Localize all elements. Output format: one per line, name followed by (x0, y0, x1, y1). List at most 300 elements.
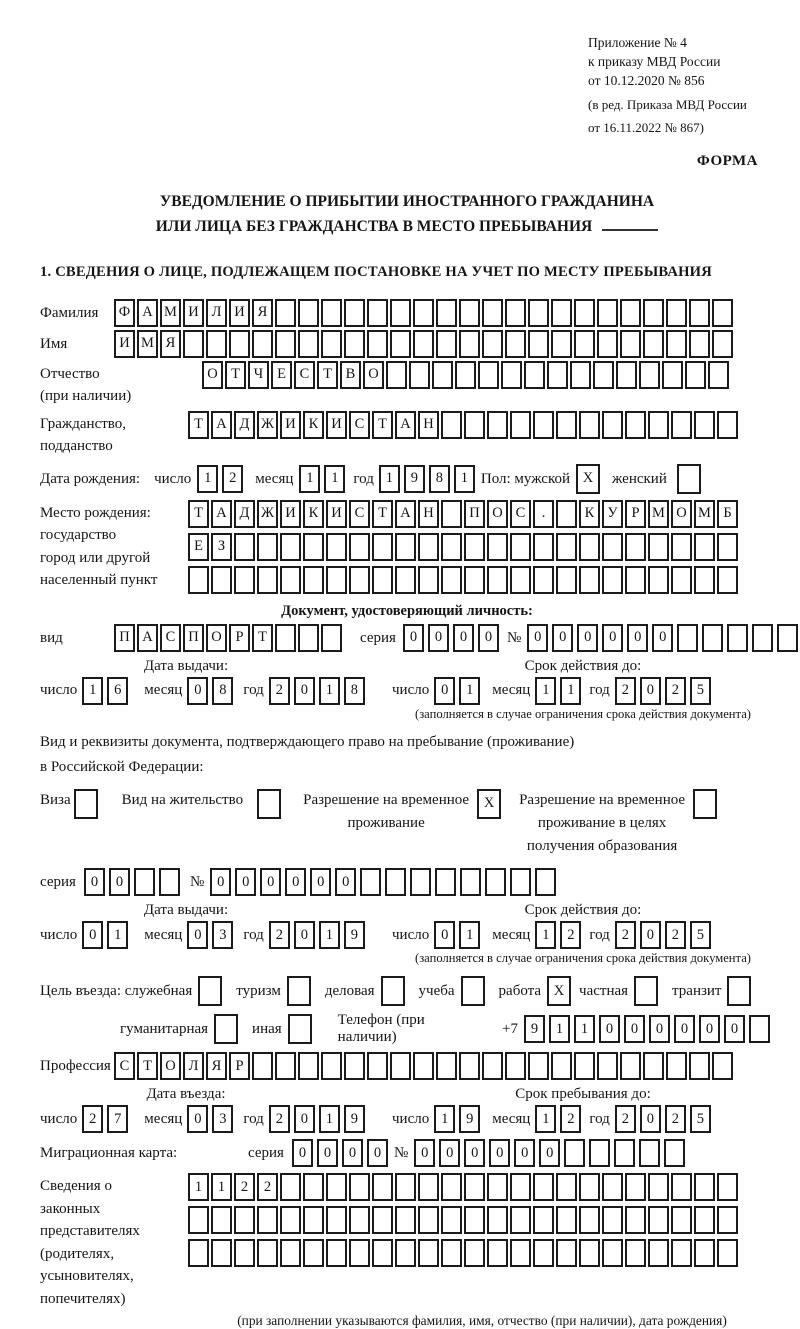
form-cell: 0 (652, 624, 673, 652)
form-cell: 0 (724, 1015, 745, 1043)
option-residence-permit-label: Вид на жительство (121, 791, 244, 808)
form-cell (478, 361, 499, 389)
form-cell (556, 1239, 577, 1267)
form-cell (643, 1052, 664, 1080)
form-cell (694, 533, 715, 561)
doc-series-boxes[interactable] (403, 624, 503, 652)
form-cell: 1 (535, 677, 556, 705)
sex-female-checkbox[interactable] (677, 464, 703, 494)
form-cell (257, 789, 281, 819)
form-cell (510, 868, 531, 896)
profession-row (40, 1052, 774, 1080)
form-cell (505, 330, 526, 358)
form-cell: М (137, 330, 158, 358)
form-cell (436, 330, 457, 358)
birth-place-boxes (188, 500, 740, 599)
birth-place-label-line2: государство (40, 527, 117, 544)
form-cell (441, 1173, 462, 1201)
option-visa (40, 789, 100, 819)
form-cell: Б (717, 500, 738, 528)
form-cell (188, 566, 209, 594)
form-cell (666, 1052, 687, 1080)
form-cell: 0 (640, 1105, 661, 1133)
doc-valid-month[interactable] (535, 677, 585, 705)
form-cell: Е (271, 361, 292, 389)
form-cell (717, 1239, 738, 1267)
form-cell (487, 1206, 508, 1234)
stay-day[interactable] (434, 1105, 484, 1133)
form-cell: К (303, 411, 324, 439)
birth-place-boxes-row1[interactable] (188, 500, 740, 528)
form-cell (367, 299, 388, 327)
form-cell (211, 566, 232, 594)
form-cell (634, 976, 658, 1006)
form-cell: 2 (560, 921, 581, 949)
form-cell: 0 (294, 921, 315, 949)
purpose-study-checkbox[interactable] (461, 976, 487, 1006)
form-cell (395, 566, 416, 594)
form-cell (533, 411, 554, 439)
form-cell: 1 (299, 465, 320, 493)
form-cell: 0 (428, 624, 449, 652)
form-cell (620, 299, 641, 327)
form-cell: И (326, 411, 347, 439)
legal-reps-boxes-row1[interactable] (188, 1173, 740, 1201)
form-cell: С (510, 500, 531, 528)
form-cell: 1 (459, 921, 480, 949)
form-cell (510, 411, 531, 439)
sex-male-checkbox[interactable] (576, 464, 602, 494)
form-cell (372, 566, 393, 594)
form-cell: У (602, 500, 623, 528)
form-cell (372, 533, 393, 561)
form-cell (436, 299, 457, 327)
form-cell: 0 (82, 921, 103, 949)
phone-boxes[interactable] (524, 1015, 774, 1043)
purpose-other-checkbox[interactable] (288, 1014, 314, 1044)
form-cell: 1 (319, 1105, 340, 1133)
form-cell: X (477, 789, 501, 819)
option-residence-permit (122, 789, 283, 819)
form-cell: 7 (107, 1105, 128, 1133)
purpose-work-checkbox[interactable] (547, 976, 573, 1006)
citizenship-label-line2: подданство (40, 438, 113, 455)
legal-reps-boxes-row3[interactable] (188, 1239, 740, 1267)
form-cell (464, 1173, 485, 1201)
form-cell: 0 (602, 624, 623, 652)
form-cell (418, 1173, 439, 1201)
form-cell: 1 (324, 465, 345, 493)
form-cell (303, 1206, 324, 1234)
form-cell (183, 330, 204, 358)
annex-line: от 10.12.2020 № 856 (588, 72, 705, 88)
citizenship-label (40, 411, 188, 458)
entry-month[interactable] (187, 1105, 237, 1133)
doc-issue-year[interactable] (269, 677, 369, 705)
number-label: № (393, 1145, 409, 1162)
birth-year-boxes[interactable] (379, 465, 479, 493)
form-cell: 3 (212, 921, 233, 949)
form-cell (620, 1052, 641, 1080)
residence-series-boxes[interactable] (84, 868, 184, 896)
form-label: ФОРМА (696, 153, 758, 170)
residence-doc-intro-line2: в Российской Федерации: (40, 759, 204, 776)
form-cell (385, 868, 406, 896)
first-name-boxes[interactable] (114, 330, 735, 358)
form-cell (326, 1173, 347, 1201)
form-cell (579, 1206, 600, 1234)
form-cell: 2 (665, 921, 686, 949)
form-cell (188, 1239, 209, 1267)
form-cell (639, 1139, 660, 1167)
form-cell (482, 330, 503, 358)
form-cell (671, 533, 692, 561)
form-cell (616, 361, 637, 389)
form-cell: 0 (210, 868, 231, 896)
migration-number-boxes[interactable] (414, 1139, 689, 1167)
entry-year[interactable] (269, 1105, 369, 1133)
form-cell (564, 1139, 585, 1167)
form-cell: Ж (257, 411, 278, 439)
form-cell (625, 411, 646, 439)
form-cell (602, 566, 623, 594)
form-cell (648, 1173, 669, 1201)
form-cell: 0 (187, 921, 208, 949)
doc-issue-month[interactable] (187, 677, 237, 705)
form-cell (556, 1206, 577, 1234)
form-cell: 2 (615, 921, 636, 949)
form-cell: 1 (434, 1105, 455, 1133)
form-cell (487, 533, 508, 561)
form-cell: 8 (212, 677, 233, 705)
form-cell (662, 361, 683, 389)
form-cell: Т (317, 361, 338, 389)
stay-until-head: Срок пребывания до: (515, 1086, 651, 1103)
form-cell: О (671, 500, 692, 528)
form-cell (547, 361, 568, 389)
residence-doc-series-row (40, 868, 774, 896)
month-label: месяц (492, 682, 531, 699)
form-cell (694, 1173, 715, 1201)
form-cell (693, 789, 717, 819)
form-cell: А (395, 411, 416, 439)
identity-doc-dates (40, 658, 774, 722)
option-temp-residence-checkbox[interactable] (477, 789, 503, 819)
form-cell (574, 330, 595, 358)
doc-series-label: серия (360, 629, 396, 646)
form-cell: 8 (344, 677, 365, 705)
form-cell: 0 (478, 624, 499, 652)
form-cell: 3 (212, 1105, 233, 1133)
doc-kind-boxes[interactable] (114, 624, 344, 652)
form-cell: И (183, 299, 204, 327)
form-cell (648, 566, 669, 594)
form-cell: Н (418, 500, 439, 528)
purpose-humanitarian-checkbox[interactable] (214, 1014, 240, 1044)
form-cell: 2 (82, 1105, 103, 1133)
form-cell (206, 330, 227, 358)
birth-place-label-line1: Место рождения: (40, 504, 151, 521)
patronymic-boxes[interactable] (202, 361, 731, 389)
legal-reps-label-line1: Сведения о (40, 1178, 112, 1195)
form-cell: 0 (260, 868, 281, 896)
form-cell: 1 (535, 1105, 556, 1133)
entry-day[interactable] (82, 1105, 132, 1133)
form-cell: О (206, 624, 227, 652)
option-temp-residence-education-checkbox[interactable] (693, 789, 719, 819)
phone-prefix: +7 (502, 1020, 518, 1037)
number-label: № (189, 874, 205, 891)
form-cell (579, 411, 600, 439)
residence-permit-options (40, 789, 774, 859)
form-cell (459, 330, 480, 358)
form-cell (381, 976, 405, 1006)
form-cell: 0 (649, 1015, 670, 1043)
form-cell (625, 566, 646, 594)
form-cell (602, 533, 623, 561)
option-temp-residence-education-line2: проживание в целях (537, 814, 667, 831)
form-cell (551, 299, 572, 327)
form-cell: Ч (248, 361, 269, 389)
doc-valid-year[interactable] (615, 677, 715, 705)
form-cell (435, 868, 456, 896)
option-visa-checkbox[interactable] (74, 789, 100, 819)
sex-female-label: женский (612, 470, 667, 487)
form-cell (134, 868, 155, 896)
form-cell: 5 (690, 1105, 711, 1133)
residence-issue-year[interactable] (269, 921, 369, 949)
entry-date-col (40, 1086, 392, 1133)
form-cell (752, 624, 773, 652)
surname-boxes[interactable] (114, 299, 735, 327)
purpose-business-checkbox[interactable] (381, 976, 407, 1006)
legal-reps-boxes (188, 1173, 740, 1272)
form-cell (326, 1239, 347, 1267)
form-cell (648, 1239, 669, 1267)
form-cell (510, 1173, 531, 1201)
form-cell: Т (225, 361, 246, 389)
month-label: месяц (144, 682, 183, 699)
form-cell (689, 330, 710, 358)
patronymic-label-line2: (при наличии) (40, 388, 132, 405)
form-cell (620, 330, 641, 358)
form-cell: Р (229, 624, 250, 652)
form-cell (211, 1206, 232, 1234)
form-cell (524, 361, 545, 389)
citizenship-boxes[interactable] (188, 411, 740, 439)
birth-day-boxes[interactable] (197, 465, 247, 493)
form-cell: 0 (187, 677, 208, 705)
birth-month-boxes[interactable] (299, 465, 349, 493)
form-cell: 2 (269, 1105, 290, 1133)
residence-valid-month[interactable] (535, 921, 585, 949)
form-cell: Р (229, 1052, 250, 1080)
form-cell (303, 1173, 324, 1201)
form-cell (510, 1239, 531, 1267)
identity-doc-heading: Документ, удостоверяющий личность: (281, 602, 533, 619)
option-temp-residence-education-line1: Разрешение на временное (519, 791, 686, 808)
month-label: месяц (144, 1110, 183, 1127)
form-cell: 9 (524, 1015, 545, 1043)
birth-place-boxes-row2[interactable] (188, 533, 740, 561)
form-cell (257, 566, 278, 594)
form-cell (510, 533, 531, 561)
form-cell: П (183, 624, 204, 652)
legal-reps-boxes-row2[interactable] (188, 1206, 740, 1234)
form-cell (211, 1239, 232, 1267)
purpose-private-checkbox[interactable] (634, 976, 660, 1006)
purpose-transit-checkbox[interactable] (727, 976, 753, 1006)
month-label: месяц (492, 926, 531, 943)
form-cell: Л (206, 299, 227, 327)
form-cell (461, 976, 485, 1006)
purpose-other-label: иная (252, 1020, 282, 1037)
form-cell: 2 (269, 677, 290, 705)
form-cell (321, 330, 342, 358)
doc-issue-col (40, 658, 392, 722)
edition-line: от 16.11.2022 № 867) (588, 119, 705, 135)
form-cell: 0 (699, 1015, 720, 1043)
annex-line: к приказу МВД России (588, 53, 721, 69)
residence-valid-day[interactable] (434, 921, 484, 949)
form-cell: 0 (109, 868, 130, 896)
form-cell: 0 (514, 1139, 535, 1167)
form-cell: 2 (665, 677, 686, 705)
form-cell (390, 330, 411, 358)
birth-place-boxes-row3[interactable] (188, 566, 740, 594)
form-cell: Т (188, 411, 209, 439)
form-cell: А (137, 299, 158, 327)
series-label: серия (248, 1145, 284, 1162)
form-cell (360, 868, 381, 896)
doc-number-boxes[interactable] (527, 624, 800, 652)
form-cell (464, 1239, 485, 1267)
stay-month[interactable] (535, 1105, 585, 1133)
form-cell (303, 533, 324, 561)
form-cell: 1 (107, 921, 128, 949)
form-cell: С (349, 500, 370, 528)
purpose-official-checkbox[interactable] (198, 976, 224, 1006)
purpose-tourism-checkbox[interactable] (287, 976, 313, 1006)
form-cell: 0 (527, 624, 548, 652)
form-cell (689, 299, 710, 327)
form-cell: 1 (454, 465, 475, 493)
form-cell (275, 624, 296, 652)
form-cell: П (114, 624, 135, 652)
form-cell (487, 566, 508, 594)
form-cell (648, 411, 669, 439)
form-cell (639, 361, 660, 389)
day-label: число (40, 926, 78, 943)
day-label: число (392, 926, 430, 943)
form-cell: С (114, 1052, 135, 1080)
form-cell: 1 (535, 921, 556, 949)
form-cell: 2 (234, 1173, 255, 1201)
form-cell (579, 1173, 600, 1201)
form-cell (234, 1206, 255, 1234)
form-cell (303, 566, 324, 594)
legal-reps-label-line6: попечителях) (40, 1290, 126, 1307)
form-cell: 0 (285, 868, 306, 896)
form-cell: 5 (690, 921, 711, 949)
form-cell: А (137, 624, 158, 652)
form-cell: 0 (367, 1139, 388, 1167)
legal-reps-note: (при заполнении указываются фамилия, имя, отчество (при наличии), дата рождения) (237, 1313, 727, 1329)
form-cell (303, 1239, 324, 1267)
stay-until-col (392, 1086, 774, 1133)
form-cell (372, 1206, 393, 1234)
form-cell (298, 624, 319, 652)
option-temp-residence-line2: проживание (347, 814, 425, 831)
form-cell: Ж (257, 500, 278, 528)
form-cell: 6 (107, 677, 128, 705)
form-cell (625, 1206, 646, 1234)
form-cell (441, 1206, 462, 1234)
residence-issue-month[interactable] (187, 921, 237, 949)
form-cell (326, 566, 347, 594)
residence-number-boxes[interactable] (210, 868, 560, 896)
form-cell: 9 (459, 1105, 480, 1133)
form-cell: К (303, 500, 324, 528)
form-cell (349, 1173, 370, 1201)
form-cell: 2 (615, 1105, 636, 1133)
form-cell (717, 1173, 738, 1201)
doc-issue-day[interactable] (82, 677, 132, 705)
form-cell (275, 330, 296, 358)
day-label: число (392, 682, 430, 699)
form-cell (390, 299, 411, 327)
form-cell: 1 (459, 677, 480, 705)
citizenship-row (40, 411, 774, 458)
form-cell: В (340, 361, 361, 389)
blank-underline (602, 229, 658, 231)
residence-issue-day[interactable] (82, 921, 132, 949)
form-cell (648, 533, 669, 561)
stay-year[interactable] (615, 1105, 715, 1133)
form-cell: 0 (84, 868, 105, 896)
first-name-row (40, 330, 774, 358)
form-cell (464, 533, 485, 561)
form-cell (643, 330, 664, 358)
form-cell (602, 1239, 623, 1267)
form-cell: 1 (549, 1015, 570, 1043)
form-cell (648, 1206, 669, 1234)
purpose-transit-label: транзит (672, 982, 722, 999)
phone-label: Телефон (при наличии) (337, 1012, 425, 1046)
form-cell (372, 1173, 393, 1201)
profession-boxes[interactable] (114, 1052, 735, 1080)
sex-male-label: Пол: мужской (480, 470, 571, 487)
option-temp-residence-education-line3: получения образования (526, 838, 678, 855)
migration-series-boxes[interactable] (292, 1139, 392, 1167)
form-cell: О (202, 361, 223, 389)
doc-valid-day[interactable] (434, 677, 484, 705)
purpose-tourism-label: туризм (236, 982, 281, 999)
residence-valid-year[interactable] (615, 921, 715, 949)
form-cell (432, 361, 453, 389)
form-cell (459, 299, 480, 327)
form-cell (418, 1239, 439, 1267)
form-cell: 0 (335, 868, 356, 896)
form-cell (570, 361, 591, 389)
form-cell (464, 411, 485, 439)
option-residence-permit-checkbox[interactable] (257, 789, 283, 819)
option-temp-residence-education (519, 789, 719, 859)
form-cell: 0 (627, 624, 648, 652)
form-cell (749, 1015, 770, 1043)
form-cell: О (363, 361, 384, 389)
option-temp-residence-label (303, 789, 469, 836)
